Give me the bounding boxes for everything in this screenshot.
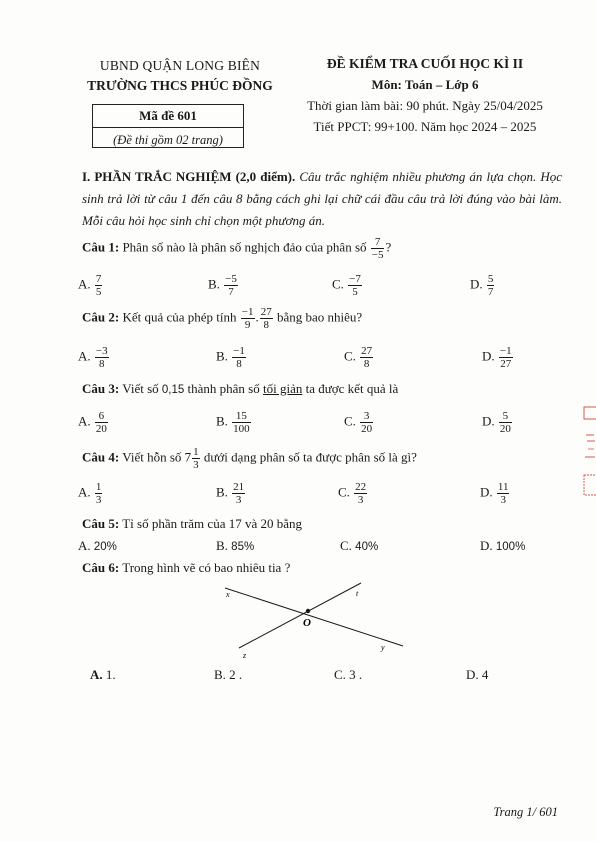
time-date: Thời gian làm bài: 90 phút. Ngày 25/04/2025 bbox=[307, 98, 543, 113]
q2-option-a: A. $\frac{-3}{8}$ bbox=[78, 345, 108, 370]
exam-code: Mã đề 601 bbox=[139, 108, 197, 123]
q2-option-d: D. $\frac{-1}{27}$ bbox=[482, 345, 512, 370]
q1-option-a: A. $\frac{7}{5}$ bbox=[78, 273, 102, 298]
question-label: Câu 3: bbox=[82, 381, 120, 396]
question-5: Câu 5: Tỉ số phần trăm của 17 và 20 bằng bbox=[82, 516, 303, 531]
q2-option-c: C. $\frac{27}{8}$ bbox=[344, 345, 373, 370]
q1-option-b: B. $\frac{-5}{7}$ bbox=[208, 273, 237, 298]
question-label: Câu 4: bbox=[82, 449, 120, 465]
q6-option-c: C. 3 . bbox=[334, 667, 363, 682]
q1-option-d: D. $\frac{5}{7}$ bbox=[470, 273, 494, 298]
q4-option-b: B. $\frac{21}{3}$ bbox=[216, 481, 245, 506]
q5-option-b: B. 85% bbox=[216, 538, 255, 553]
exam-code-divider bbox=[93, 127, 243, 128]
q4-option-a: A. $\frac{1}{3}$ bbox=[78, 481, 102, 506]
label-t: t bbox=[356, 589, 359, 598]
period-year: Tiết PPCT: 99+100. Năm học 2024 – 2025 bbox=[313, 119, 537, 134]
question-label: Câu 5: bbox=[82, 516, 120, 531]
subject: Môn: Toán – Lớp 6 bbox=[371, 77, 479, 92]
section-instructions bbox=[82, 166, 562, 232]
question-label: Câu 2: bbox=[82, 309, 120, 325]
q3-option-b: B. $\frac{15}{100}$ bbox=[216, 410, 250, 435]
q6-option-a: A. 1. bbox=[90, 667, 116, 682]
fraction: $\frac{1}{3}$ bbox=[193, 446, 199, 471]
q4-option-c: C. $\frac{22}{3}$ bbox=[338, 481, 367, 506]
q5-option-d: D. 100% bbox=[480, 538, 526, 553]
question-label: Câu 1: bbox=[82, 239, 120, 255]
exam-title: ĐỀ KIỂM TRA CUỐI HỌC KÌ II bbox=[326, 56, 524, 71]
page-footer: Trang 1/ 601 bbox=[493, 805, 558, 819]
q1-option-c: C. $\frac{-7}{5}$ bbox=[332, 273, 361, 298]
label-y: y bbox=[381, 643, 385, 652]
pages-note: (Đề thi gồm 02 trang) bbox=[113, 133, 223, 147]
rays-figure bbox=[215, 578, 415, 660]
label-z: z bbox=[243, 651, 247, 660]
line-xy bbox=[225, 588, 403, 646]
line-zt bbox=[239, 583, 361, 648]
q3-option-c: C. $\frac{3}{20}$ bbox=[344, 410, 373, 435]
school-name: TRƯỜNG THCS PHÚC ĐỒNG bbox=[87, 78, 273, 93]
fraction: $\frac{-1}{9}$ bbox=[241, 306, 254, 331]
mixed-number-whole: 7 bbox=[184, 449, 192, 465]
q6-option-d: D. 4 bbox=[466, 667, 489, 682]
question-2: Câu 2: Kết quả của phép tính $\frac{-1}{9}$ . $\frac{27}{8}$ bằng bao nhiêu? bbox=[82, 306, 363, 331]
decimal-number: 0,15 bbox=[161, 384, 185, 396]
question-text: Kết quả của phép tính bbox=[122, 309, 237, 325]
header-right bbox=[285, 56, 565, 135]
q5-option-c: C. 40% bbox=[340, 538, 379, 553]
q4-option-d: D. $\frac{11}{3}$ bbox=[480, 481, 509, 506]
label-x: x bbox=[226, 590, 230, 599]
header-left bbox=[60, 58, 300, 94]
question-1: Câu 1: Phân số nào là phân số nghịch đảo của phân số $\frac{7}{-5}$ ? bbox=[82, 236, 392, 261]
authority-name: UBND QUẬN LONG BIÊN bbox=[99, 58, 261, 73]
question-label: Câu 6: bbox=[82, 560, 120, 575]
section-instructions-text: Câu trắc nghiệm nhiều phương án lựa chọn. Học sinh trả lời từ câu 1 đến câu 8 bằng cách ghi lại chữ cái đầu câu trả lời đúng vào bài làm. Mỗi câu hỏi học sinh chỉ chọn một phương án. bbox=[82, 169, 562, 228]
q6-option-b: B. 2 . bbox=[214, 667, 243, 682]
question-3: Câu 3: Viết số 0,15 thành phân số tối giản ta được kết quả là bbox=[82, 381, 399, 396]
point-o-dot bbox=[306, 609, 310, 613]
fraction: $\frac{7}{-5}$ bbox=[371, 236, 384, 261]
label-o: O bbox=[303, 617, 311, 629]
fraction: $\frac{27}{8}$ bbox=[260, 306, 272, 331]
underlined-term: tối giản bbox=[263, 381, 303, 396]
q5-option-a: A. 20% bbox=[78, 538, 117, 553]
q2-option-b: B. $\frac{-1}{8}$ bbox=[216, 345, 245, 370]
question-4: Câu 4: Viết hỗn số 7 $\frac{1}{3}$ dưới dạng phân số ta được phân số là gì? bbox=[82, 446, 417, 471]
q3-option-d: D. $\frac{5}{20}$ bbox=[482, 410, 511, 435]
section-title: I. PHẦN TRẮC NGHIỆM (2,0 điểm). bbox=[82, 169, 296, 184]
exam-code-box bbox=[92, 104, 244, 148]
q3-option-a: A. $\frac{6}{20}$ bbox=[78, 410, 107, 435]
red-stamp-fragment bbox=[578, 405, 596, 500]
question-text: Phân số nào là phân số nghịch đảo của phân số bbox=[122, 239, 367, 255]
question-6: Câu 6: Trong hình vẽ có bao nhiêu tia ? bbox=[82, 560, 291, 575]
